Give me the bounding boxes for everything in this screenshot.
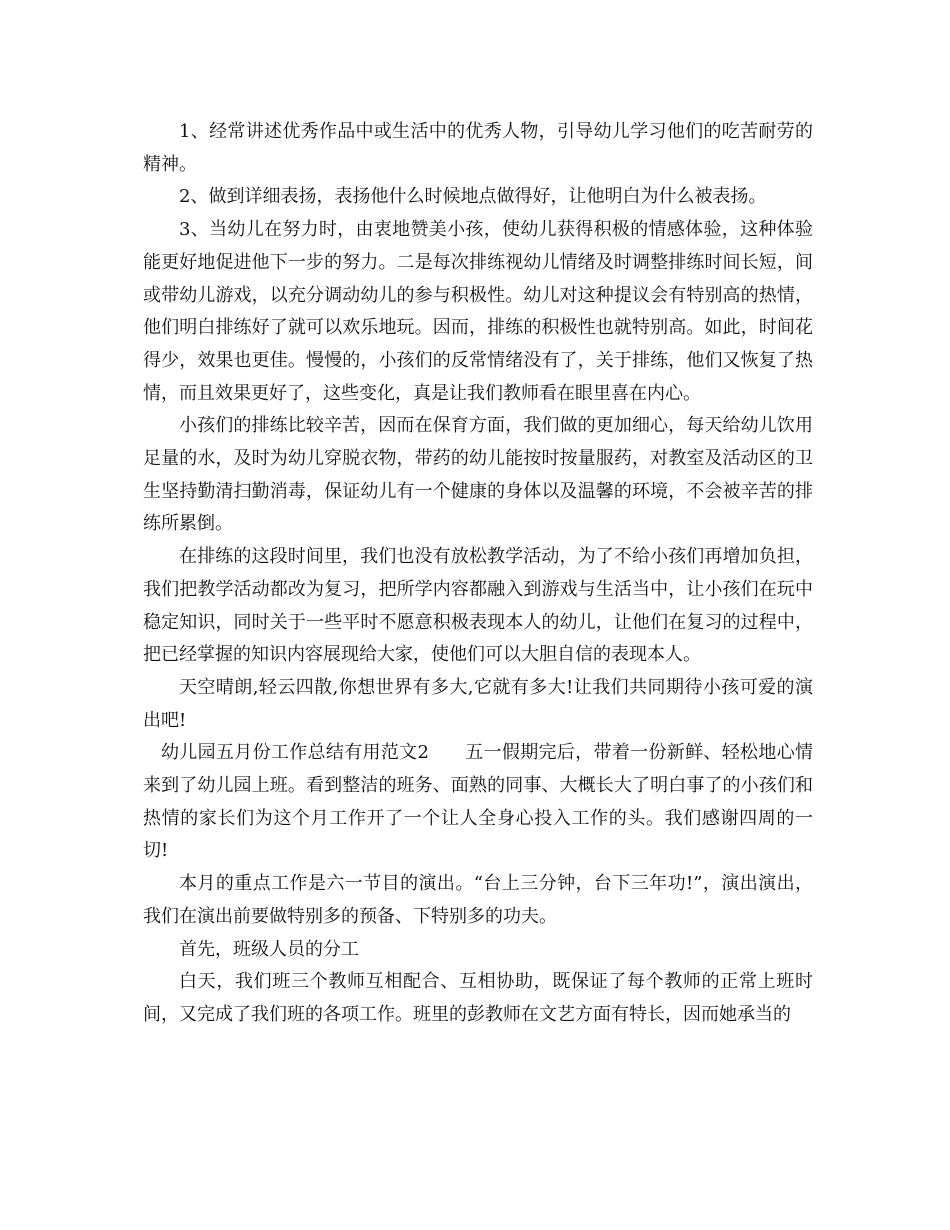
section-2-intro: 五一假期完后，带着一份新鲜、轻松地心情来到了幼儿园上班。看到整洁的班务、面熟的同事、大概长大了明白事了的小孩们和热情的家长们为这个月工作开了一个让人全身心投入工作的头。我们感谢四周的一切! xyxy=(143,742,814,862)
paragraph-1: 1、经常讲述优秀作品中或生活中的优秀人物，引导幼儿学习他们的吃苦耐劳的精神。 xyxy=(143,121,813,175)
paragraph-9: 白天，我们班三个教师互相配合、互相协助，既保证了每个教师的正常上班时间，又完成了我们班的各项工作。班里的彭教师在文艺方面有特长，因而她承当的 xyxy=(143,971,813,1025)
document-body xyxy=(143,116,813,1032)
paragraph-6: 天空晴朗,轻云四散,你想世界有多大,它就有多大!让我们共同期待小孩可爱的演出吧! xyxy=(143,676,813,731)
paragraph-3: 3、当幼儿在努力时，由衷地赞美小孩，使幼儿获得积极的情感体验，这种体验能更好地促进他下一步的努力。二是每次排练视幼儿情绪及时调整排练时间长短，间或带幼儿游戏，以充分调动幼儿的参与积极性。幼儿对这种提议会有特别高的热情，他们明白排练好了就可以欢乐地玩。因而，排练的积极性也就特别高。如此，时间花得少，效果也更佳。慢慢的，小孩们的反常情绪没有了，关于排练，他们又恢复了热情，而且效果更好了，这些变化，真是让我们教师看在眼里喜在内心。 xyxy=(143,219,813,404)
paragraph-4: 小孩们的排练比较辛苦，因而在保育方面，我们做的更加细心，每天给幼儿饮用足量的水，及时为幼儿穿脱衣物，带药的幼儿能按时按量服药，对教室及活动区的卫生坚持勤清扫勤消毒，保证幼儿有一个健康的身体以及温馨的环境，不会被辛苦的排练所累倒。 xyxy=(143,415,813,535)
paragraph-7: 本月的重点工作是六一节目的演出。“台上三分钟，台下三年功!”，演出演出，我们在演出前要做特别多的预备、下特别多的功夫。 xyxy=(143,873,813,927)
section-2-title: 幼儿园五月份工作总结有用范文2 xyxy=(161,742,429,764)
paragraph-2: 2、做到详细表扬，表扬他什么时候地点做得好，让他明白为什么被表扬。 xyxy=(179,186,767,208)
paragraph-8: 首先，班级人员的分工 xyxy=(179,938,359,960)
section-2-heading-paragraph xyxy=(143,737,813,868)
paragraph-5: 在排练的这段时间里，我们也没有放松教学活动，为了不给小孩们再增加负担，我们把教学活动都改为复习，把所学内容都融入到游戏与生活当中，让小孩们在玩中稳定知识，同时关于一些平时不愿意积极表现本人的幼儿，让他们在复习的过程中，把已经掌握的知识内容展现给大家，使他们可以大胆自信的表现本人。 xyxy=(143,546,813,666)
